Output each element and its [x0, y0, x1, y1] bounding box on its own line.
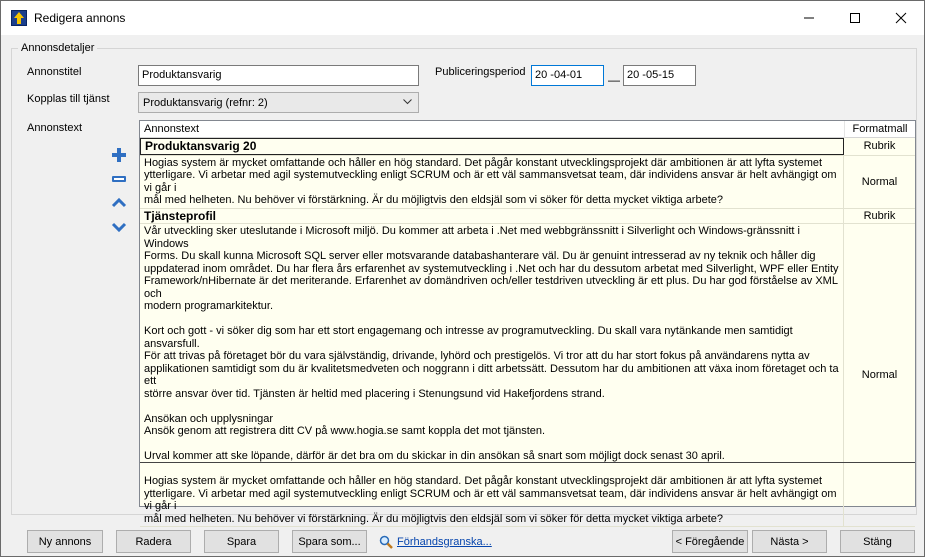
move-down-button[interactable]	[108, 217, 130, 237]
preview-link-label[interactable]: Förhandsgranska...	[397, 536, 492, 548]
ad-text-label: Annonstext	[27, 122, 83, 134]
grid-header	[140, 121, 915, 138]
close-window-button[interactable]	[878, 1, 924, 35]
table-row[interactable]	[140, 156, 915, 209]
group-label: Annonsdetaljer	[18, 42, 97, 54]
title-bar	[1, 1, 924, 35]
row-format[interactable]: Rubrik	[863, 140, 896, 153]
new-ad-button[interactable]: Ny annons	[27, 530, 103, 553]
table-row[interactable]	[140, 224, 915, 527]
save-button[interactable]: Spara	[204, 530, 279, 553]
column-header-format[interactable]: Formatmall	[852, 123, 908, 135]
chevron-up-icon	[110, 194, 128, 212]
app-arrow-icon	[11, 10, 27, 26]
ad-text-grid[interactable]	[139, 120, 916, 525]
table-row[interactable]	[140, 209, 915, 225]
service-select-value: Produktansvarig (refnr: 2)	[143, 97, 268, 109]
minimize-button[interactable]	[786, 1, 832, 35]
table-row[interactable]	[140, 138, 915, 156]
grid-rows	[140, 138, 915, 527]
row-format[interactable]: Rubrik	[863, 209, 896, 222]
add-row-button[interactable]	[108, 145, 130, 165]
minimize-icon	[803, 12, 815, 24]
grid-end-line	[140, 462, 915, 463]
window-title: Redigera annons	[34, 11, 126, 25]
remove-row-button[interactable]	[108, 169, 130, 189]
ad-title-input[interactable]: Produktansvarig	[138, 65, 419, 86]
row-format[interactable]: Normal	[861, 175, 898, 188]
save-as-button[interactable]: Spara som...	[292, 530, 367, 553]
row-text[interactable]: Hogias system är mycket omfattande och håller en hög standard. Det pågår konstant utvecklingsprojekt där ambitionen är att lyfta systemet ytterligare. Vi arbetar med agil systemutveckling enligt SCRUM och är ett väl sammansvetsat team, där individens ansvar är helt avhängigt om vi går i mål med helheten. Nu behöver vi förstärkning. Är du möjligtvis den eldsjäl som vi söker för detta mycket viktiga arbete?	[140, 156, 844, 208]
magnifier-icon	[379, 535, 393, 549]
period-label: Publiceringsperiod	[435, 66, 526, 78]
column-header-text[interactable]: Annonstext	[140, 121, 845, 138]
service-select[interactable]	[138, 92, 419, 113]
service-label: Kopplas till tjänst	[27, 93, 110, 105]
delete-button[interactable]: Radera	[116, 530, 191, 553]
row-format[interactable]: Normal	[861, 369, 898, 381]
preview-link[interactable]	[379, 535, 492, 549]
row-text[interactable]: Produktansvarig 20	[140, 138, 844, 155]
plus-icon	[110, 146, 128, 164]
close-button[interactable]: Stäng	[840, 530, 915, 553]
ad-title-label: Annonstitel	[27, 66, 82, 78]
date-from-input[interactable]: 20 -04-01	[531, 65, 604, 86]
chevron-down-icon	[403, 99, 412, 105]
maximize-icon	[849, 12, 861, 24]
row-text[interactable]: Tjänsteprofil	[140, 209, 844, 224]
next-button[interactable]: Nästa >	[752, 530, 827, 553]
maximize-button[interactable]	[832, 1, 878, 35]
move-up-button[interactable]	[108, 193, 130, 213]
date-separator: —	[608, 73, 620, 87]
previous-button[interactable]: < Föregående	[672, 530, 748, 553]
row-text[interactable]: Vår utveckling sker uteslutande i Microsoft miljö. Du kommer att arbeta i .Net med webbgränssnitt i Silverlight och Windows-gränssnitt i Windows Forms. Du skall kunna Microsoft SQL server eller motsvarande databashanterare väl. Du är genuint intresserad av ny teknik och håller dig uppdaterad inom området. Du har flera års erfarenhet av systemutveckling i .Net och har du dessutom arbetat med Silverlight, WPF eller Entity Framework/nHibernate är det meriterande. Erfarenhet av domändriven och/eller testdriven utveckling är ett plus. Du har god förståelse av XML och modern programarkitektur. Kort och gott - vi söker dig som har ett stort engagemang och intresse av programutveckling. Du skall vara nytänkande men samtidigt ansvarsfull. För att trivas på företaget bör du vara självständig, drivande, lyhörd och prestigelös. Vi tror att du har stort fokus på användarens nytta av applikationen samtidigt som du är kvalitetsmedveten och noggrann i ditt arbetssätt. Dessutom har du ambitionen att växa inom företaget och ta ett större ansvar över tid. Tjänsten är heltid med placering i Stenungsund vid Hakefjordens strand. Ansökan och upplysningar Ansök genom att registrera ditt CV på www.hogia.se samt koppla det mot tjänsten. Urval kommer att ske löpande, därför är det bra om du skickar in din ansökan så snart som möjligt dock senast 30 april. Hogias system är mycket omfattande och håller en hög standard. Det pågår konstant utvecklingsprojekt där ambitionen är att lyfta systemet ytterligare. Vi arbetar med agil systemutveckling enligt SCRUM och är ett väl sammansvetsat team, där individens ansvar är helt avhängigt om vi går i mål med helheten. Nu behöver vi förstärkning. Är du möjligtvis den eldsjäl som vi söker för detta mycket viktiga arbete?	[140, 224, 844, 526]
chevron-down-icon	[110, 218, 128, 236]
date-to-input[interactable]: 20 -05-15	[623, 65, 696, 86]
close-icon	[895, 12, 907, 24]
minus-icon	[110, 170, 128, 188]
